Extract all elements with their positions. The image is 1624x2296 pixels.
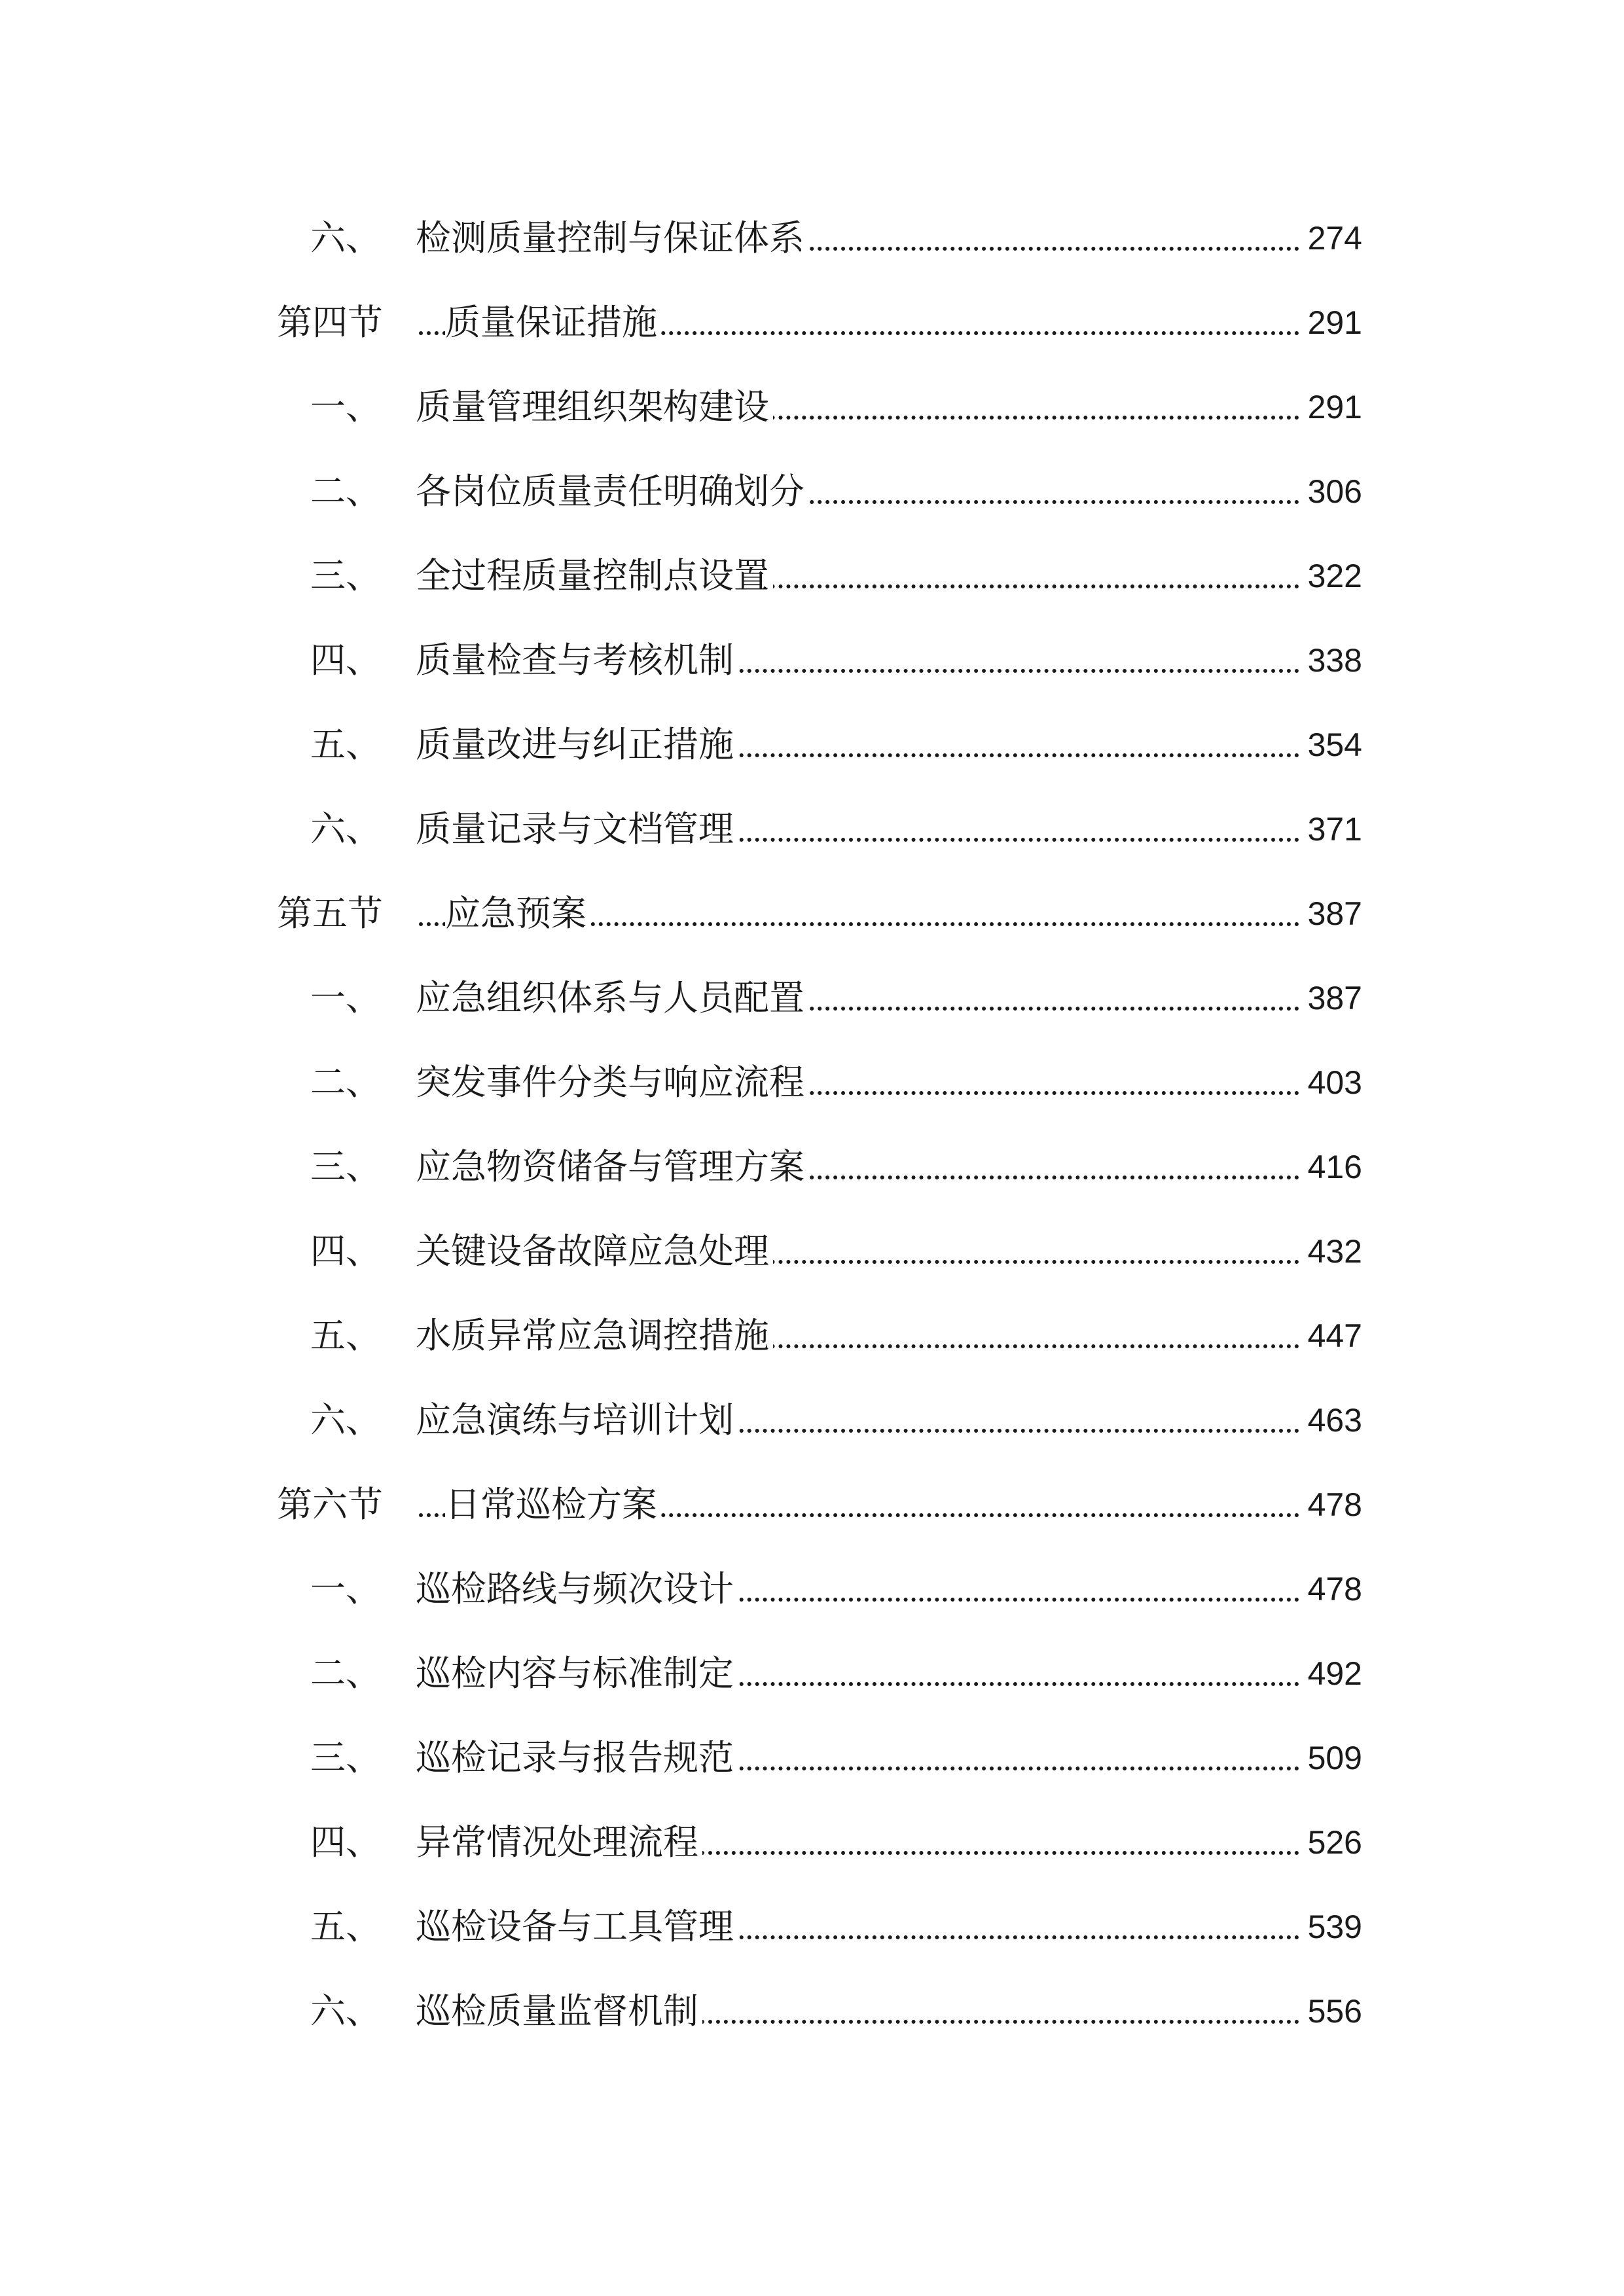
toc-entry-number: 第六节 <box>277 1484 383 1525</box>
toc-entry-title: 应急物资储备与管理方案 <box>416 1131 808 1203</box>
toc-entry-number: 六、 <box>310 1990 381 2032</box>
toc-entry-subsection[interactable] <box>0 371 1624 443</box>
toc-entry-number: 五、 <box>310 1315 381 1356</box>
toc-entry-number: 二、 <box>310 1062 381 1103</box>
toc-entry-subsection[interactable] <box>0 793 1624 865</box>
toc-entry-page: 338 <box>1303 624 1362 696</box>
toc-entry-subsection[interactable] <box>0 1131 1624 1203</box>
toc-entry-number: 一、 <box>310 1568 381 1609</box>
toc-entry-title: 巡检记录与报告规范 <box>416 1722 738 1794</box>
toc-entry-title: 水质异常应急调控措施 <box>416 1300 773 1372</box>
toc-entry-title: 应急组织体系与人员配置 <box>416 962 808 1034</box>
toc-entry-title: 质量记录与文档管理 <box>416 793 738 865</box>
toc-entry-number: 六、 <box>310 808 381 850</box>
toc-entry-title: 突发事件分类与响应流程 <box>416 1047 808 1119</box>
toc-entry-page: 447 <box>1303 1300 1362 1372</box>
toc-entry-number: 一、 <box>310 977 381 1018</box>
toc-entry-page: 403 <box>1303 1047 1362 1119</box>
toc-entry-section[interactable] <box>0 1469 1624 1541</box>
toc-entry-page: 354 <box>1303 709 1362 781</box>
toc-entry-section[interactable] <box>0 878 1624 950</box>
toc-entry-page: 306 <box>1303 456 1362 528</box>
toc-entry-subsection[interactable] <box>0 1553 1624 1625</box>
toc-entry-page: 526 <box>1303 1806 1362 1878</box>
toc-entry-title: 巡检质量监督机制 <box>416 1975 702 2047</box>
toc-entry-subsection[interactable] <box>0 1300 1624 1372</box>
toc-entry-number: 第五节 <box>277 893 383 934</box>
toc-entry-number: 三、 <box>310 1737 381 1778</box>
toc-entry-page: 274 <box>1303 202 1362 274</box>
toc-entry-number: 二、 <box>310 1653 381 1694</box>
toc-entry-subsection[interactable] <box>0 202 1624 274</box>
toc-entry-page: 539 <box>1303 1891 1362 1963</box>
toc-entry-page: 509 <box>1303 1722 1362 1794</box>
toc-entry-number: 二、 <box>310 471 381 512</box>
toc-entry-page: 387 <box>1303 878 1362 950</box>
toc-entry-page: 492 <box>1303 1638 1362 1710</box>
toc-entry-title: 巡检内容与标准制定 <box>416 1638 738 1710</box>
toc-entry-title: 异常情况处理流程 <box>416 1806 702 1878</box>
toc-entry-number: 四、 <box>310 639 381 681</box>
toc-entry-subsection[interactable] <box>0 1638 1624 1710</box>
toc-entry-subsection[interactable] <box>0 1975 1624 2047</box>
toc-entry-number: 三、 <box>310 1146 381 1187</box>
toc-entry-page: 463 <box>1303 1384 1362 1456</box>
toc-entry-number: 第四节 <box>277 302 383 343</box>
toc-entry-subsection[interactable] <box>0 709 1624 781</box>
toc-entry-number: 四、 <box>310 1230 381 1272</box>
toc-entry-title: 关键设备故障应急处理 <box>416 1215 773 1287</box>
toc-entry-page: 416 <box>1303 1131 1362 1203</box>
toc-entry-title: 应急演练与培训计划 <box>416 1384 738 1456</box>
toc-entry-subsection[interactable] <box>0 1891 1624 1963</box>
toc-entry-page: 371 <box>1303 793 1362 865</box>
toc-entry-page: 478 <box>1303 1469 1362 1541</box>
toc-entry-title: 质量改进与纠正措施 <box>416 709 738 781</box>
toc-entry-subsection[interactable] <box>0 456 1624 528</box>
toc-entry-title: 质量保证措施 <box>445 287 661 359</box>
toc-entry-title: 应急预案 <box>445 878 590 950</box>
toc-entry-number: 四、 <box>310 1821 381 1863</box>
toc-entry-page: 478 <box>1303 1553 1362 1625</box>
toc-entry-number: 三、 <box>310 555 381 596</box>
toc-entry-number: 六、 <box>310 217 381 259</box>
toc-entry-page: 291 <box>1303 287 1362 359</box>
toc-entry-title: 各岗位质量责任明确划分 <box>416 456 808 528</box>
toc-entry-subsection[interactable] <box>0 624 1624 696</box>
toc-entry-title: 日常巡检方案 <box>445 1469 661 1541</box>
toc-entry-subsection[interactable] <box>0 540 1624 612</box>
toc-entry-number: 六、 <box>310 1399 381 1441</box>
toc-entry-page: 432 <box>1303 1215 1362 1287</box>
toc-entry-page: 322 <box>1303 540 1362 612</box>
toc-entry-subsection[interactable] <box>0 1384 1624 1456</box>
toc-entry-subsection[interactable] <box>0 1806 1624 1878</box>
toc-entry-title: 检测质量控制与保证体系 <box>416 202 808 274</box>
toc-entry-number: 五、 <box>310 1906 381 1947</box>
toc-entry-number: 五、 <box>310 724 381 765</box>
toc-entry-page: 291 <box>1303 371 1362 443</box>
toc-entry-title: 巡检设备与工具管理 <box>416 1891 738 1963</box>
toc-entry-subsection[interactable] <box>0 1047 1624 1119</box>
toc-entry-page: 556 <box>1303 1975 1362 2047</box>
toc-entry-page: 387 <box>1303 962 1362 1034</box>
toc-entry-title: 全过程质量控制点设置 <box>416 540 773 612</box>
toc-entry-number: 一、 <box>310 386 381 427</box>
toc-entry-title: 巡检路线与频次设计 <box>416 1553 738 1625</box>
toc-entry-subsection[interactable] <box>0 1215 1624 1287</box>
toc-entry-subsection[interactable] <box>0 1722 1624 1794</box>
toc-entry-title: 质量管理组织架构建设 <box>416 371 773 443</box>
toc-entry-title: 质量检查与考核机制 <box>416 624 738 696</box>
toc-entry-section[interactable] <box>0 287 1624 359</box>
toc-entry-subsection[interactable] <box>0 962 1624 1034</box>
